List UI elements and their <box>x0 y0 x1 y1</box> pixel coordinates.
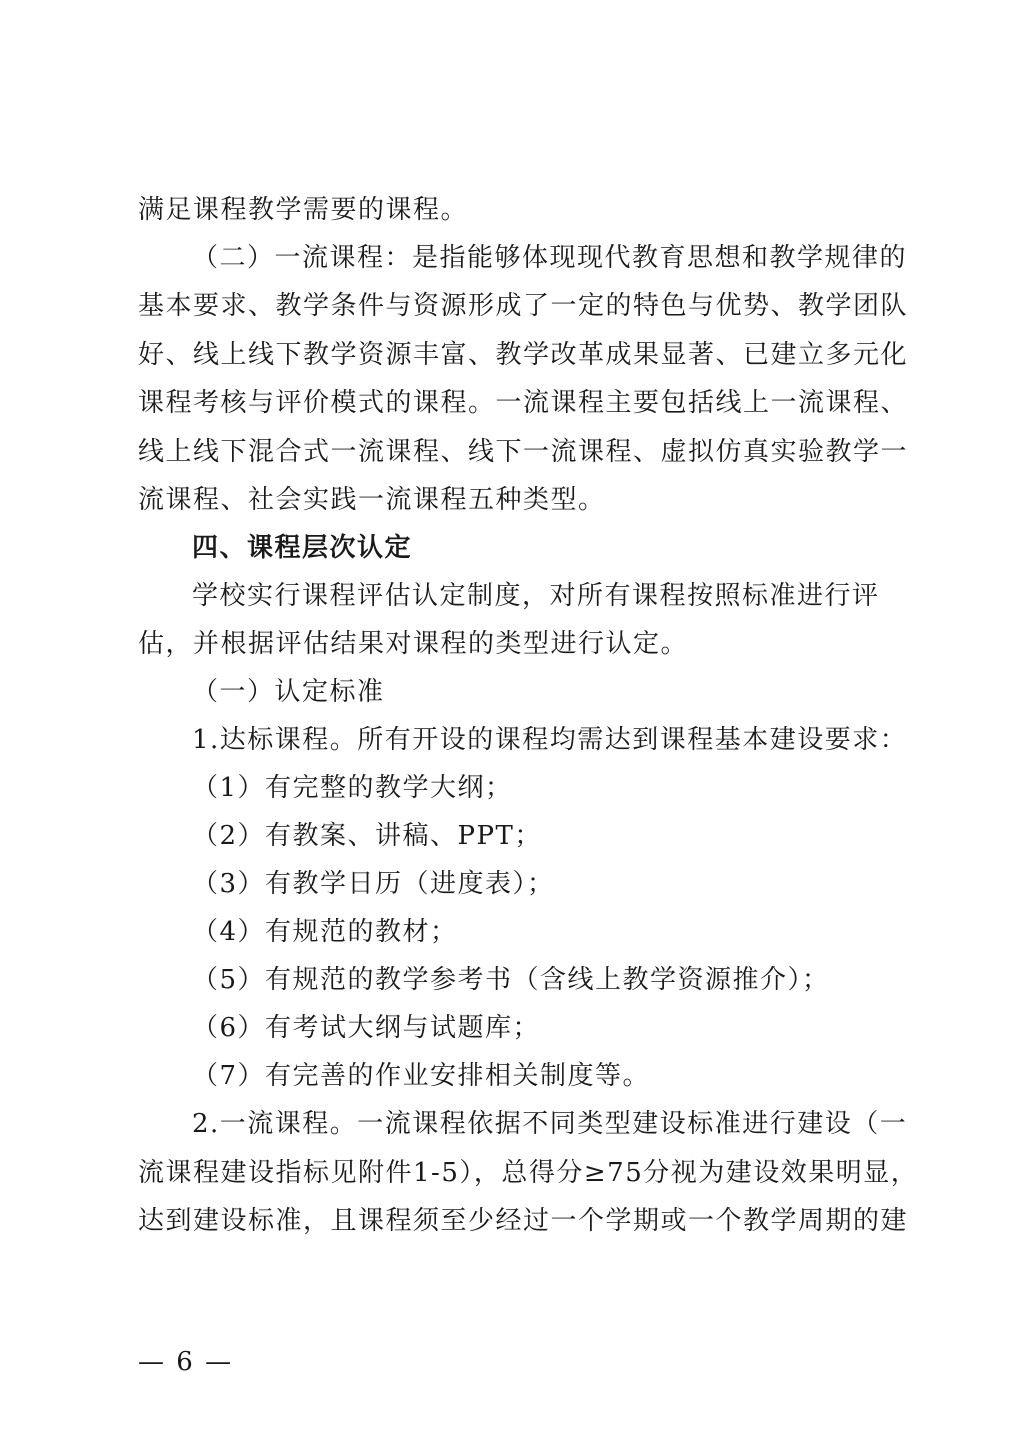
subsection-heading: （一）认定标准 <box>192 677 385 707</box>
paragraph-line: 课程考核与评价模式的课程。一流课程主要包括线上一流课程、 <box>138 388 909 418</box>
list-item: （3）有教学日历（进度表）； <box>192 869 555 899</box>
paragraph-line: （二）一流课程：是指能够体现现代教育思想和教学规律的 <box>192 243 908 273</box>
list-item: （2）有教案、讲稿、PPT； <box>192 821 542 851</box>
paragraph-line: 线上线下混合式一流课程、线下一流课程、虚拟仿真实验教学一 <box>138 437 909 467</box>
paragraph-line: 好、线上线下教学资源丰富、教学改革成果显著、已建立多元化 <box>138 340 909 370</box>
paragraph-line: 学校实行课程评估认定制度，对所有课程按照标准进行评 <box>192 581 880 611</box>
paragraph-line: 基本要求、教学条件与资源形成了一定的特色与优势、教学团队 <box>138 291 909 321</box>
paragraph-line: 估，并根据评估结果对课程的类型进行认定。 <box>138 629 689 659</box>
page-number: — 6 — <box>138 1347 234 1377</box>
paragraph-line: 1.达标课程。所有开设的课程均需达到课程基本建设要求： <box>192 725 908 755</box>
paragraph-line: 流课程建设指标见附件1-5），总得分≥75分视为建设效果明显， <box>138 1158 919 1188</box>
list-item: （5）有规范的教学参考书（含线上教学资源推介）； <box>192 965 830 995</box>
section-heading: 四、课程层次认定 <box>192 533 413 563</box>
paragraph-line: 流课程、社会实践一流课程五种类型。 <box>138 485 606 515</box>
list-item: （4）有规范的教材； <box>192 917 458 947</box>
list-item: （7）有完善的作业安排相关制度等。 <box>192 1061 651 1091</box>
list-item: （1）有完整的教学大纲； <box>192 773 513 803</box>
paragraph-line: 满足课程教学需要的课程。 <box>138 195 469 225</box>
paragraph-line: 2.一流课程。一流课程依据不同类型建设标准进行建设（一 <box>192 1109 908 1139</box>
list-item: （6）有考试大纲与试题库； <box>192 1013 541 1043</box>
paragraph-line: 达到建设标准，且课程须至少经过一个学期或一个教学周期的建 <box>138 1206 909 1236</box>
